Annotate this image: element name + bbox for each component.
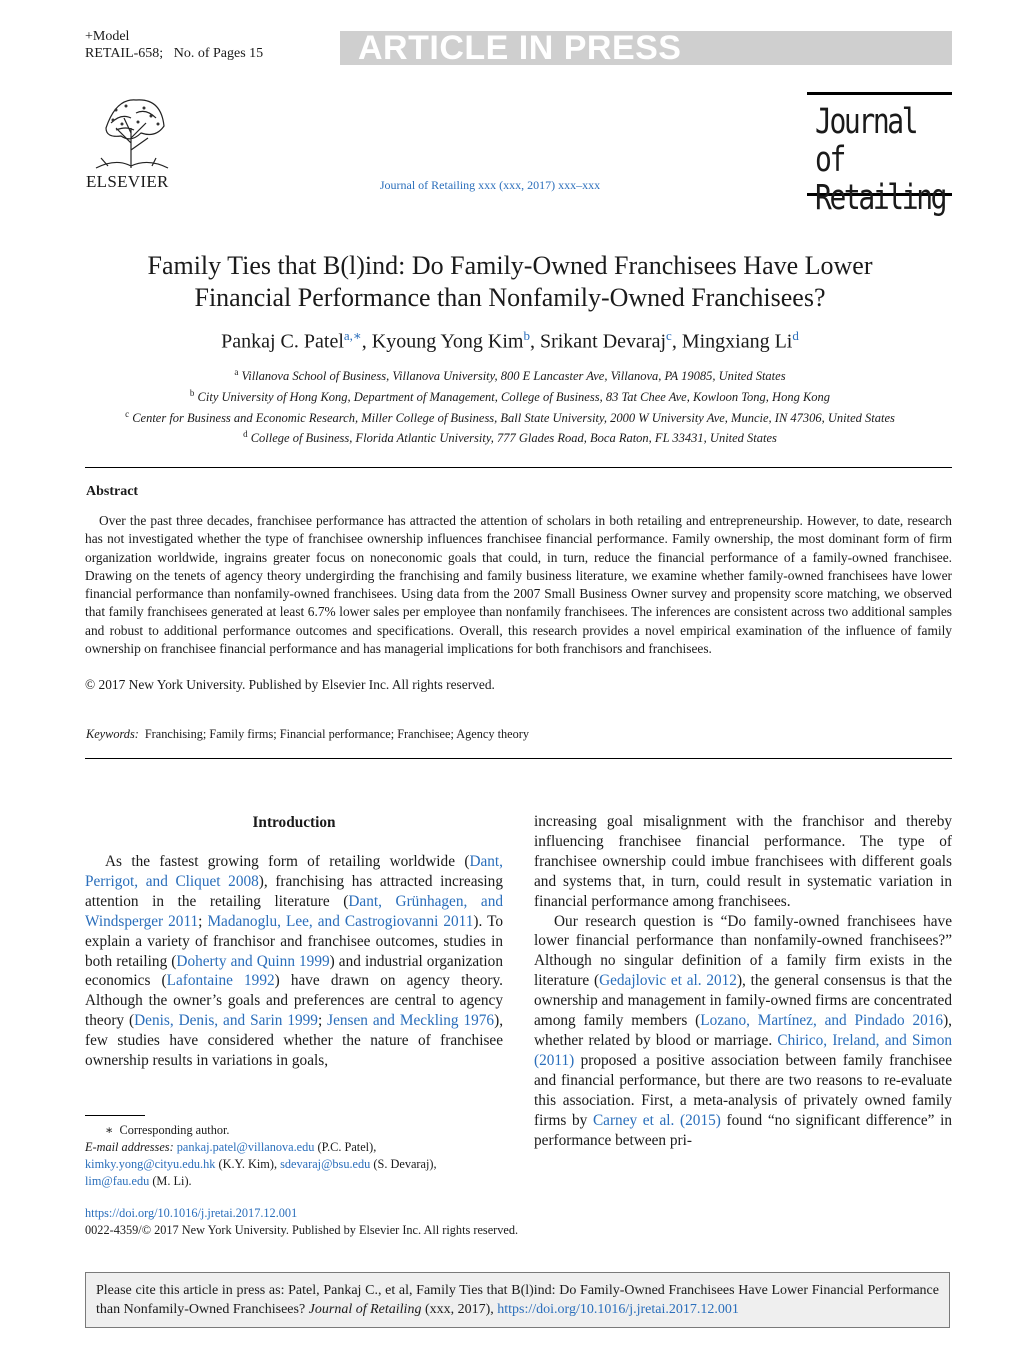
citation-link[interactable]: Lafontaine 1992 (166, 972, 275, 990)
citation-link[interactable]: Dant, Grünhagen, and Windsperger 2011 (85, 892, 503, 930)
affiliation: $^c$ Center for Business and Economic Research, Miller College of Business, Ball State University, 2000 W University Ave, Muncie, IN 47306, United States (125, 408, 895, 425)
intro-left-column (85, 852, 503, 1071)
citation-link[interactable]: Gedajlovic et al. 2012 (599, 972, 737, 990)
email-link[interactable]: kimky.yong@cityu.edu.hk (85, 1157, 216, 1171)
divider (85, 467, 952, 468)
publisher-name: ELSEVIER (86, 172, 169, 191)
footnotes: ∗ Corresponding author. E-mail addresses: pankaj.patel@villanova.edu (P.C. Patel), kimky.yong@cityu.edu.hk (K.Y. Kim), sdevaraj@bsu.edu (S. Devaraj), lim@fau.edu (M. Li). (85, 1123, 437, 1188)
doi-link[interactable]: https://doi.org/10.1016/j.jretai.2017.12.001 (85, 1206, 298, 1220)
citation-doi-link[interactable]: https://doi.org/10.1016/j.jretai.2017.12.001 (497, 1301, 739, 1317)
section-heading-introduction: Introduction (252, 814, 336, 831)
elsevier-tree-logo-icon (86, 88, 176, 178)
journal-logo-text: Journal of Retailing (815, 102, 946, 218)
author-affiliation-mark[interactable]: a,∗ (343, 328, 362, 343)
citation-link[interactable]: Lozano, Martínez, and Pindado 2016 (700, 1012, 944, 1030)
divider (85, 758, 952, 759)
author-list: Pankaj C. Patel$^{a,∗}$, Kyoung Yong Kim$^b$, Srikant Devaraj$^c$, Mingxiang Li$^d$ (221, 328, 799, 353)
doi-block (85, 1205, 518, 1239)
keywords-list: Franchising; Family firms; Financial performance; Franchisee; Agency theory (144, 727, 530, 741)
intro-paragraph: increasing goal misalignment with the franchisor and thereby influencing franchisee financial performance. The type of franchisee ownership could imbue franchisees with different goals and systems that, in turn, could result in systematic variation in financial performance among franchisees. (534, 813, 952, 910)
author-affiliation-mark[interactable]: d (792, 328, 799, 343)
article-in-press-banner: ARTICLE IN PRESS (340, 31, 952, 65)
citation-text: Please cite this article in press as: Patel, Pankaj C., et al, Family Ties that B(l)ind: Do Family-Owned Franchisees Have Lower Financial Performance than Nonfamily-Owned Franchisees? (96, 1283, 939, 1317)
intro-right-column (534, 812, 952, 1150)
citation-link[interactable]: Carney et al. (2015) (592, 1111, 721, 1129)
intro-paragraph: Our research question is “Do family-owned franchisees have lower financial performance than nonfamily-owned franchisees?” Although no singular definition of a family firm exists in the literature (Gedajlovic et al. 2012), the general consensus is that the ownership and management in family-owned firms are concentrated among family members (Lozano, Martínez, and Pindado 2016), whether related by blood or marriage. Chirico, Ireland, and Simon (2011) proposed a positive association between family franchisee and financial performance, but there are two reasons to re-evaluate this association. First, a meta-analysis of privately owned family firms by Carney et al. (2015) found “no significant difference” in performance between pri- (534, 912, 952, 1149)
page-count: No. of Pages 15 (173, 46, 264, 61)
article-title: Family Ties that B(l)ind: Do Family-Owned Franchisees Have Lower Financial Performance than Nonfamily-Owned Franchisees? (147, 251, 873, 312)
email-label: E-mail addresses: (85, 1140, 177, 1154)
citation-link[interactable]: Madanoglu, Lee, and Castrogiovanni 2011 (207, 912, 474, 930)
running-header (85, 28, 263, 62)
citation-journal: Journal of Retailing (308, 1301, 422, 1317)
author-name: Mingxiang Li (681, 330, 793, 353)
abstract-copyright: © 2017 New York University. Published by Elsevier Inc. All rights reserved. (85, 677, 495, 692)
journal-logo (807, 92, 952, 218)
affiliation: $^d$ College of Business, Florida Atlantic University, 777 Glades Road, Boca Raton, FL 33431, United States (243, 429, 777, 446)
abstract-heading: Abstract (86, 484, 139, 499)
email-link[interactable]: pankaj.patel@villanova.edu (176, 1140, 315, 1154)
author-name: Kyoung Yong Kim (371, 330, 524, 353)
abstract-body: Over the past three decades, franchisee performance has attracted the attention of scholars in both retailing and entrepreneurship. However, to date, research has not investigated whether the type of franchisee ownership influences franchisee financial performance. Family ownership, the most dominant form of firm organization worldwide, ingrains greater focus on noneconomic goals that could, in turn, reduce the financial performance of a family-owned franchisee. Drawing on the tenets of agency theory undergirding the franchising and family business literature, we examine whether family-owned franchisees have lower financial performance than nonfamily-owned franchisees. Using data from the 2007 Small Business Owner survey and propensity score matching, we observed that family franchisees generated at least 6.7% lower sales per employee than nonfamily franchisees. The inferences are consistent across two additional samples and robust to additional performance outcomes and specifications. Overall, this research provides a novel empirical examination of the influence of family ownership on franchisee financial performance and has managerial implications for both franchisors and franchisees. (85, 513, 952, 657)
author-affiliation-mark[interactable]: b (523, 328, 530, 343)
affiliation: $^b$ City University of Hong Kong, Department of Management, College of Business, 83 Tat Chee Ave, Kowloon Tong, Hong Kong (189, 387, 831, 404)
citation-link[interactable]: Doherty and Quinn 1999 (176, 952, 330, 970)
citation-link[interactable]: Denis, Denis, and Sarin 1999 (134, 1012, 318, 1030)
footnote-mark: ∗ (105, 1123, 114, 1137)
model-tag: +Model (85, 29, 130, 44)
citation-link[interactable]: Chirico, Ireland, and Simon (2011) (534, 1031, 952, 1069)
keywords (86, 727, 529, 742)
journal-reference-link[interactable]: Journal of Retailing xxx (xxx, 2017) xxx–xxx (379, 178, 601, 192)
author-name: Srikant Devaraj (539, 330, 667, 353)
citation-link[interactable]: Dant, Perrigot, and Cliquet 2008 (85, 853, 503, 890)
article-id: RETAIL-658; (85, 46, 164, 61)
affiliation-list (80, 364, 940, 447)
issn-copyright: 0022-4359/© 2017 New York University. Published by Elsevier Inc. All rights reserved. (85, 1223, 519, 1237)
keywords-label: Keywords: (86, 727, 139, 741)
author-name: Pankaj C. Patel (221, 330, 344, 353)
footnote-rule (85, 1115, 145, 1116)
email-link[interactable]: sdevaraj@bsu.edu (280, 1157, 371, 1171)
email-link[interactable]: lim@fau.edu (85, 1174, 150, 1188)
citation-year: (xxx, 2017), (421, 1301, 498, 1317)
citation-link[interactable]: Jensen and Meckling 1976 (327, 1012, 495, 1030)
corresponding-author-note: Corresponding author. (119, 1123, 230, 1137)
citation-box (85, 1272, 950, 1328)
author-affiliation-mark[interactable]: c (666, 328, 672, 343)
intro-paragraph: As the fastest growing form of retailing worldwide (Dant, Perrigot, and Cliquet 2008), franchising has attracted increasing attention in the retailing literature (Dant, Grünhagen, and Windsperger 2011; Madanoglu, Lee, and Castrogiovanni 2011). To explain a variety of franchisor and franchisee outcomes, studies in both retailing (Doherty and Quinn 1999) and industrial organization economics (Lafontaine 1992) have drawn on agency theory. Although the owner’s goals and preferences are central to agency theory (Denis, Denis, and Sarin 1999; Jensen and Meckling 1976), few studies have considered whether the nature of franchisee ownership results in variations in goals, (85, 853, 504, 1070)
affiliation: $^a$ Villanova School of Business, Villanova University, 800 E Lancaster Ave, Villanova, PA 19085, United States (234, 367, 786, 384)
